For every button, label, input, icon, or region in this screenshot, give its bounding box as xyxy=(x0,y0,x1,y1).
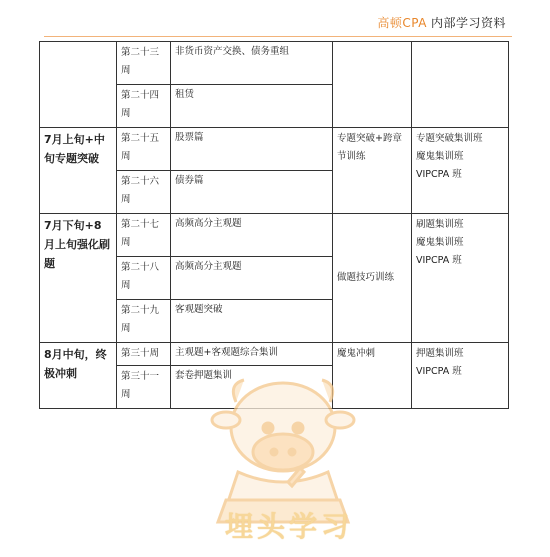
topic-cell: 客观题突破 xyxy=(171,300,333,343)
topic-cell: 主观题+客观题综合集训 xyxy=(171,343,333,366)
topic-cell: 租赁 xyxy=(171,85,333,128)
brand-name: 高顿CPA xyxy=(377,16,427,30)
topic-cell: 高频高分主观题 xyxy=(171,257,333,300)
course-item: 魔鬼集训班 xyxy=(416,151,464,162)
study-schedule-table xyxy=(39,41,509,409)
topic-cell: 套卷押题集训 xyxy=(171,366,333,409)
stage-cell: 7月下旬+8月上旬强化刷题 xyxy=(40,214,117,343)
course-item: VIPCPA 班 xyxy=(416,255,462,266)
course-item: 魔鬼集训班 xyxy=(416,237,464,248)
method-cell-empty xyxy=(333,42,412,128)
week-cell: 第二十三周 xyxy=(117,42,171,85)
course-item: VIPCPA 班 xyxy=(416,169,462,180)
course-cell xyxy=(412,343,509,409)
watermark-text: 埋头学习 xyxy=(225,510,354,543)
method-cell: 专题突破+跨章节训练 xyxy=(333,128,412,214)
week-cell: 第二十四周 xyxy=(117,85,171,128)
course-cell xyxy=(412,128,509,214)
topic-cell: 高频高分主观题 xyxy=(171,214,333,257)
header-rule xyxy=(44,36,512,37)
week-cell: 第二十七周 xyxy=(117,214,171,257)
table-row xyxy=(40,343,509,366)
week-cell: 第二十八周 xyxy=(117,257,171,300)
stage-cell-empty xyxy=(40,42,117,128)
week-cell: 第二十五周 xyxy=(117,128,171,171)
table-row xyxy=(40,214,509,257)
week-cell: 第二十六周 xyxy=(117,171,171,214)
course-cell-empty xyxy=(412,42,509,128)
method-cell: 魔鬼冲刺 xyxy=(333,343,412,409)
method-cell: 做题技巧训练 xyxy=(333,214,412,343)
page-header xyxy=(377,14,506,31)
stage-cell: 7月上旬+中旬专题突破 xyxy=(40,128,117,214)
table-row xyxy=(40,42,509,85)
week-cell: 第三十一周 xyxy=(117,366,171,409)
course-item: VIPCPA 班 xyxy=(416,366,462,377)
topic-cell: 债券篇 xyxy=(171,171,333,214)
course-item: 押题集训班 xyxy=(416,348,464,359)
course-item: 刷题集训班 xyxy=(416,219,464,230)
stage-cell: 8月中旬，终极冲刺 xyxy=(40,343,117,409)
course-item: 专题突破集训班 xyxy=(416,133,483,144)
topic-cell: 非货币资产交换、债务重组 xyxy=(171,42,333,85)
week-cell: 第三十周 xyxy=(117,343,171,366)
table-row xyxy=(40,128,509,171)
course-cell xyxy=(412,214,509,343)
week-cell: 第二十九周 xyxy=(117,300,171,343)
header-subtitle: 内部学习资料 xyxy=(430,16,506,30)
topic-cell: 股票篇 xyxy=(171,128,333,171)
